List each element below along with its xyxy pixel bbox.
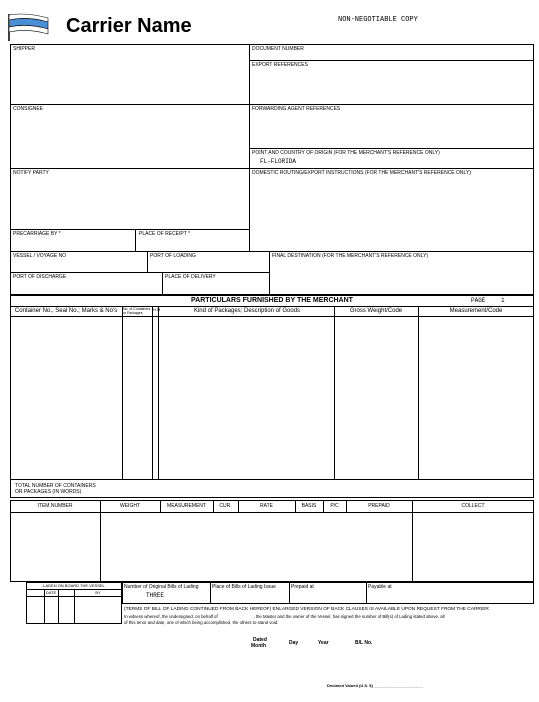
laden-by-label: BY [95, 590, 101, 595]
year-label: Year [318, 640, 329, 646]
precarriage-by-label: PRECARRIAGE BY * [13, 231, 61, 237]
particulars-title: PARTICULARS FURNISHED BY THE MERCHANT [191, 297, 353, 304]
prepaid-header: PREPAID [368, 503, 390, 509]
laden-date-label: DATE [45, 590, 57, 595]
declared-value-label: Declared Valued (U.S. $) ______________________ [327, 683, 423, 688]
origin-value: FL-FLORIDA [260, 158, 297, 165]
col-gross-header: Gross Weight/Code [349, 308, 403, 314]
particulars-frame [10, 295, 534, 498]
num-originals-value: THREE [146, 592, 165, 599]
payable-at-label: Payable at [368, 584, 392, 590]
shipper-label: SHIPPER [13, 46, 35, 52]
cur-header: CUR. [219, 503, 232, 509]
item-number-header: ITEM NUMBER [37, 503, 73, 509]
page-number: 1 [501, 297, 505, 304]
port-of-loading-label: PORT OF LOADING [150, 253, 196, 259]
weight-header: WEIGHT [120, 503, 140, 509]
terms-text: (TERMS OF BILL OF LADING CONTINUED FROM BACK HEREOF) ENLARGED VERSION OF BACK CLAUSES IS AVAILABLE UPON REQUEST FROM THE CARRIER [124, 607, 489, 612]
total-packages-label: OR PACKAGES (IN WORDS) [15, 489, 82, 495]
page-text: PAGE [471, 297, 486, 304]
point-country-origin-label: POINT AND COUNTRY OF ORIGIN (FOR THE MERCHANT'S REFERENCE ONLY) [252, 150, 440, 156]
port-of-discharge-label: PORT OF DISCHARGE [13, 274, 67, 280]
basis-header: BASIS [301, 503, 317, 509]
bl-no-label: B/L No. [355, 640, 373, 646]
col-measurement-header: Measurement/Code [449, 308, 503, 314]
col-hm-header: H M [153, 307, 161, 312]
vessel-voyage-label: VESSEL / VOYAGE NO [13, 253, 67, 259]
forwarding-agent-label: FORWARDING AGENT REFERENCES [252, 106, 341, 112]
place-of-delivery-label: PLACE OF DELIVERY [165, 274, 216, 280]
consignee-label: CONSIGNEE [13, 106, 44, 112]
pc-header: P/C [330, 503, 339, 509]
witness-text-1: In witness whereof, the undersigned, on behalf of , the Master and the owner of the Vessel, has signed the number of Bill(s) of Lading stated above, all [124, 614, 445, 619]
col-kind-header: Kind of Packages; Description of Goods [193, 308, 301, 314]
col-num-containers-header: No. of Containers or Packages [123, 307, 151, 315]
copy-type-label: NON-NEGOTIABLE COPY [338, 16, 418, 24]
dated-label: Dated [253, 637, 267, 643]
place-issue-label: Place of Bills of Lading Issue [212, 584, 276, 590]
document-number-label: DOCUMENT NUMBER [252, 46, 304, 52]
carrier-flag-logo [6, 12, 50, 42]
page-label [471, 297, 505, 304]
collect-header: COLLECT [461, 503, 485, 509]
measurement-header: MEASUREMENT [167, 503, 206, 509]
export-references-label: EXPORT REFERENCES [252, 62, 308, 68]
domestic-routing-label: DOMESTIC ROUTING/EXPORT INSTRUCTIONS (FOR THE MERCHANT'S REFERENCE ONLY) [252, 170, 471, 176]
col-container-header: Container No., Seal No.; Marks & No's [14, 308, 118, 314]
total-containers-label: TOTAL NUMBER OF CONTAINERS [15, 483, 96, 489]
day-label: Day [289, 640, 299, 646]
notify-party-label: NOTIFY PARTY [13, 170, 49, 176]
laden-on-board-label: LADEN ON BOARD THE VESSEL [43, 583, 105, 588]
month-label: Month [251, 643, 266, 649]
rate-header: RATE [260, 503, 273, 509]
prepaid-at-label: Prepaid at [291, 584, 314, 590]
num-originals-label: Number of Original Bills of Lading [124, 584, 199, 590]
place-of-receipt-label: PLACE OF RECEIPT * [139, 231, 191, 237]
carrier-name: Carrier Name [66, 15, 192, 37]
witness-text-2: of this tenor and date, one of which being accomplished, the others to stand void. [124, 620, 279, 625]
final-destination-label: FINAL DESTINATION (FOR THE MERCHANT'S REFERENCE ONLY) [272, 253, 429, 259]
